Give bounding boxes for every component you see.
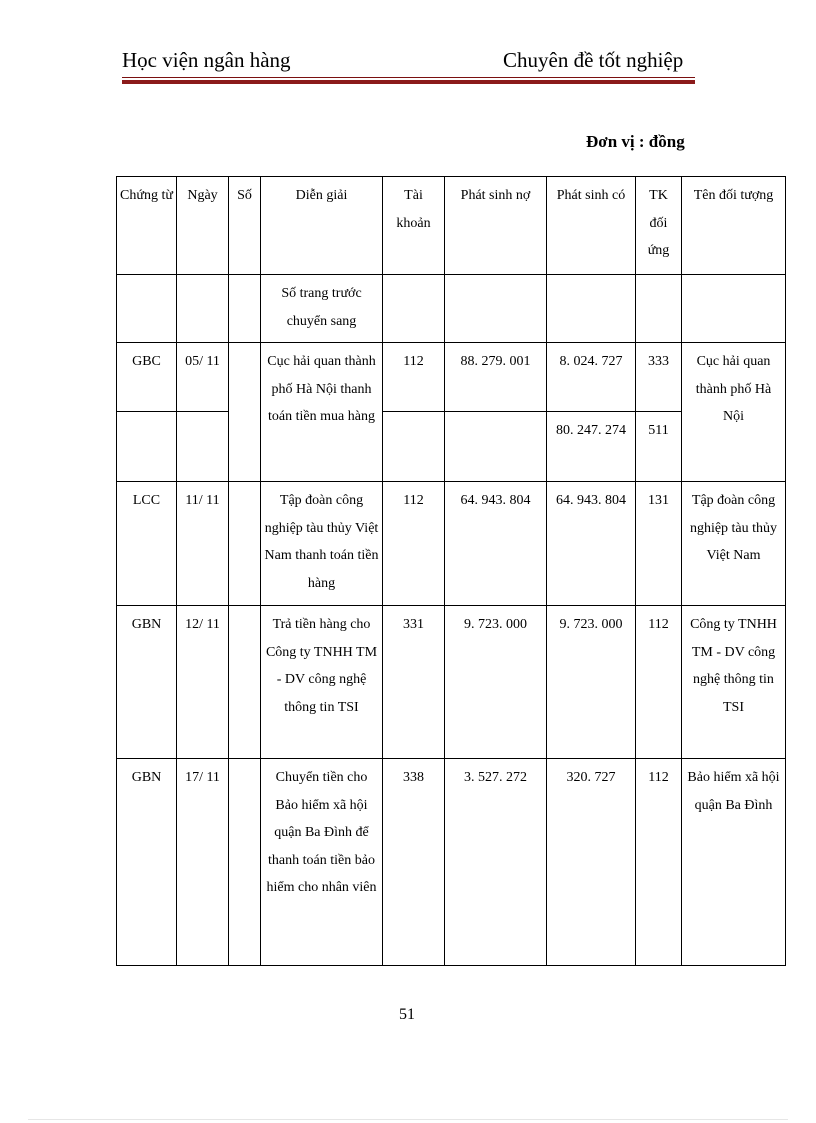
- cell-tk-doi-ung: 112: [636, 606, 682, 759]
- cell-tai-khoan: 331: [383, 606, 445, 759]
- cell-so: [229, 482, 261, 606]
- cell-tai-khoan: 112: [383, 343, 445, 412]
- cell-dien-giai: Trả tiền hàng cho Công ty TNHH TM - DV công nghệ thông tin TSI: [261, 606, 383, 759]
- page-number: 51: [399, 1006, 415, 1023]
- table-cell: [547, 275, 636, 343]
- table-row: [117, 482, 786, 606]
- header-document-type: Chuyên đề tốt nghiệp: [503, 48, 684, 72]
- table-cell: [177, 275, 229, 343]
- col-header-ten-doi-tuong: Tên đối tượng: [682, 177, 786, 275]
- cell-ps-no: 3. 527. 272: [445, 759, 547, 966]
- cell-ps-co: 9. 723. 000: [547, 606, 636, 759]
- cell-tai-khoan: 338: [383, 759, 445, 966]
- col-header-ngay: Ngày: [177, 177, 229, 275]
- cell-ps-co: 64. 943. 804: [547, 482, 636, 606]
- cell-dien-giai: Tập đoàn công nghiệp tàu thủy Việt Nam thanh toán tiền hàng: [261, 482, 383, 606]
- cell-chung-tu: LCC: [117, 482, 177, 606]
- cell-dien-giai: Chuyển tiền cho Bảo hiểm xã hội quận Ba Đình để thanh toán tiền bảo hiểm cho nhân viên: [261, 759, 383, 966]
- table-row: [117, 343, 786, 412]
- col-header-chung-tu: Chứng từ: [117, 177, 177, 275]
- table-cell: [682, 275, 786, 343]
- table-cell: [445, 412, 547, 482]
- table-cell: [117, 275, 177, 343]
- cell-tai-khoan: 112: [383, 482, 445, 606]
- cell-so: [229, 343, 261, 482]
- cell-ngay: 17/ 11: [177, 759, 229, 966]
- cell-ps-co-2: 80. 247. 274: [547, 412, 636, 482]
- cell-ps-co: 320. 727: [547, 759, 636, 966]
- cell-ten-doi-tuong: Công ty TNHH TM - DV công nghệ thông tin TSI: [682, 606, 786, 759]
- header-row: [117, 177, 786, 275]
- col-header-ps-no: Phát sinh nợ: [445, 177, 547, 275]
- unit-label: Đơn vị : đồng: [586, 132, 685, 151]
- table-cell: [229, 275, 261, 343]
- cell-ten-doi-tuong: Tập đoàn công nghiệp tàu thủy Việt Nam: [682, 482, 786, 606]
- col-header-tk-doi-ung: TK đối ứng: [636, 177, 682, 275]
- cell-chung-tu: GBC: [117, 343, 177, 412]
- cell-ngay: 05/ 11: [177, 343, 229, 412]
- cell-ps-co: 8. 024. 727: [547, 343, 636, 412]
- footer-line: [28, 1119, 788, 1120]
- cell-so: [229, 606, 261, 759]
- cell-chung-tu: GBN: [117, 759, 177, 966]
- cell-ps-no: 88. 279. 001: [445, 343, 547, 412]
- col-header-ps-co: Phát sinh có: [547, 177, 636, 275]
- table-cell: [383, 412, 445, 482]
- cell-chung-tu: GBN: [117, 606, 177, 759]
- ledger-table: [116, 176, 786, 966]
- table-cell: [117, 412, 177, 482]
- cell-ngay: 11/ 11: [177, 482, 229, 606]
- cell-tk-doi-ung: 112: [636, 759, 682, 966]
- cell-so: [229, 759, 261, 966]
- header-rule-thick: [122, 80, 695, 84]
- table-cell: [636, 275, 682, 343]
- carry-forward-row: [117, 275, 786, 343]
- carry-forward-label: Số trang trước chuyển sang: [261, 275, 383, 343]
- table-cell: [445, 275, 547, 343]
- header-institution: Học viện ngân hàng: [122, 48, 291, 72]
- cell-tk-doi-ung: 131: [636, 482, 682, 606]
- cell-dien-giai: Cục hải quan thành phố Hà Nội thanh toán tiền mua hàng: [261, 343, 383, 482]
- cell-ten-doi-tuong: Cục hải quan thành phố Hà Nội: [682, 343, 786, 482]
- table-cell: [177, 412, 229, 482]
- table-row: [117, 606, 786, 759]
- table-cell: [383, 275, 445, 343]
- cell-ngay: 12/ 11: [177, 606, 229, 759]
- table-row: [117, 759, 786, 966]
- col-header-dien-giai: Diễn giải: [261, 177, 383, 275]
- col-header-so: Số: [229, 177, 261, 275]
- cell-ten-doi-tuong: Bảo hiểm xã hội quận Ba Đình: [682, 759, 786, 966]
- col-header-tai-khoan: Tài khoản: [383, 177, 445, 275]
- header-rule-thin: [122, 77, 695, 78]
- cell-tk-doi-ung: 333: [636, 343, 682, 412]
- cell-ps-no: 9. 723. 000: [445, 606, 547, 759]
- cell-tk-doi-ung-2: 511: [636, 412, 682, 482]
- cell-ps-no: 64. 943. 804: [445, 482, 547, 606]
